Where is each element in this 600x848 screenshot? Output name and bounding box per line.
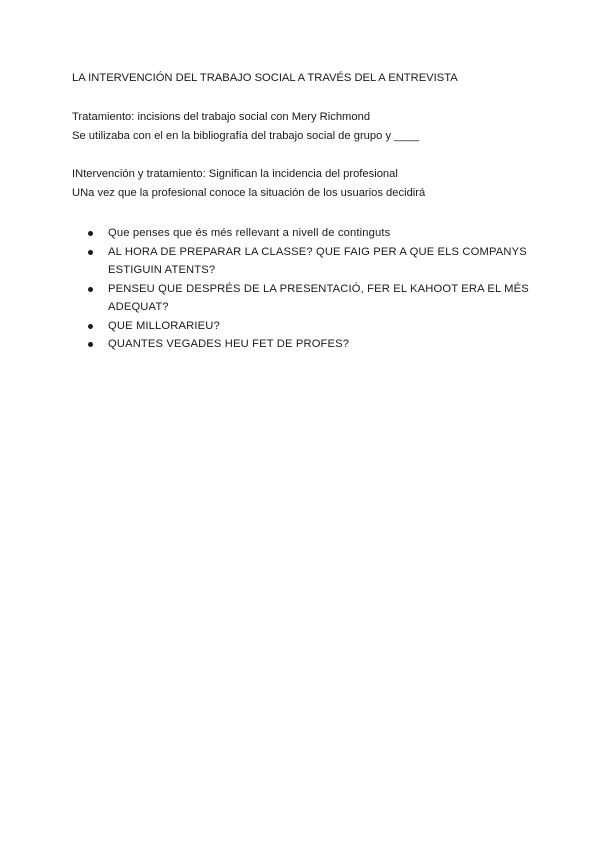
bullet-icon bbox=[88, 342, 93, 347]
list-item bbox=[88, 243, 548, 280]
paragraph-1-line-2: Se utilizaba con el en la bibliografía del trabajo social de grupo y ____ bbox=[72, 130, 420, 142]
list-item-text: AL HORA DE PREPARAR LA CLASSE? QUE FAIG PER A QUE ELS COMPANYS ESTIGUIN ATENTS? bbox=[108, 245, 527, 276]
list-item bbox=[88, 224, 548, 243]
list-item bbox=[88, 280, 548, 317]
question-list bbox=[88, 224, 548, 354]
list-item bbox=[88, 335, 548, 354]
paragraph-2-line-2: UNa vez que la profesional conoce la situación de los usuarios decidirá bbox=[72, 187, 426, 199]
list-item-text: Que penses que és més rellevant a nivell de continguts bbox=[108, 227, 391, 239]
bullet-icon bbox=[88, 287, 93, 292]
paragraph-1-line-1: Tratamiento: incisions del trabajo social con Mery Richmond bbox=[72, 111, 371, 123]
list-item-text: PENSEU QUE DESPRÉS DE LA PRESENTACIÓ, FER EL KAHOOT ERA EL MÉS ADEQUAT? bbox=[108, 282, 529, 313]
bullet-icon bbox=[88, 250, 93, 255]
bullet-icon bbox=[88, 324, 93, 329]
paragraph-2-line-1: INtervención y tratamiento: Significan la incidencia del profesional bbox=[72, 168, 398, 180]
list-item-text: QUE MILLORARIEU? bbox=[108, 319, 220, 332]
list-item-text: QUANTES VEGADES HEU FET DE PROFES? bbox=[108, 338, 350, 350]
list-item bbox=[88, 317, 548, 336]
bullet-icon bbox=[88, 231, 93, 236]
document-title: LA INTERVENCIÓN DEL TRABAJO SOCIAL A TRAVÉS DEL A ENTREVISTA bbox=[72, 72, 458, 84]
